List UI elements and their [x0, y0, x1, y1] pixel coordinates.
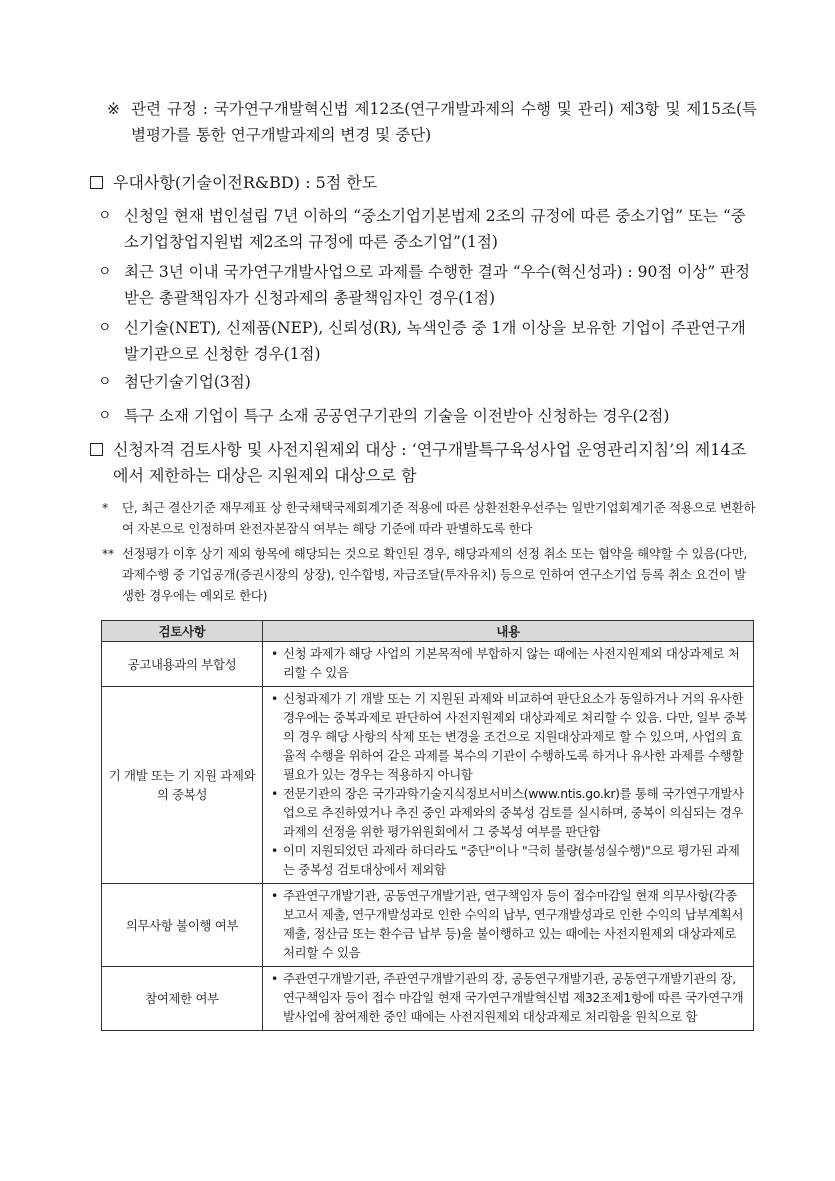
preference-item: ㅇ 특구 소재 기업이 특구 소재 공공연구기관의 기술을 이전받아 신청하는 경우(2점)	[98, 403, 758, 429]
eligibility-heading: 신청자격 검토사항 및 사전지원제외 대상 : ‘연구개발특구육성사업 운영관리지침’의 제14조에서 제한하는 대상은 지원제외 대상으로 함	[113, 440, 747, 485]
checkbox-square-icon	[90, 443, 103, 456]
content-bullet: • 주관연구개발기관, 공동연구개발기관, 연구책임자 등이 접수마감일 현재 의무사항(각종 보고서 제출, 연구개발성과로 인한 수익의 납부, 연구개발성과로 인한 수익의 납부계획서 제출, 정산금 또는 환수금 납부 등)을 불이행하고 있는 때에는 사전지원제외 대상과제로 처리할 수 있음	[271, 888, 744, 960]
review-table	[101, 620, 754, 1031]
dot-bullet-icon: •	[271, 843, 279, 858]
header-review-item: 검토사항	[102, 621, 263, 642]
content-bullet: • 이미 지원되었던 과제라 하더라도 "중단"이나 "극히 불량(불성실수행)"으로 평가된 과제는 중복성 검토대상에서 제외함	[271, 843, 740, 877]
table-row	[102, 884, 754, 967]
eligibility-heading-row	[90, 437, 753, 489]
row-item: 참여제한 여부	[102, 967, 263, 1031]
preference-heading-row	[90, 170, 753, 196]
circle-bullet-icon: ㅇ	[98, 374, 112, 390]
eligibility-note: * 단, 최근 결산기준 재무제표 상 한국채택국제회계기준 적용에 따른 상환전환우선주는 일반기업회계기준 적용으로 변환하여 자본으로 인정하며 완전자본잠식 여부는 해당 기준에 따라 판별하도록 한다	[102, 500, 756, 536]
preference-item: ㅇ 신청일 현재 법인설립 7년 이하의 “중소기업기본법제 2조의 규정에 따른 중소기업” 또는 “중소기업창업지원법 제2조의 규정에 따른 중소기업”(1점)	[98, 203, 758, 255]
reference-mark: ※	[107, 100, 120, 118]
circle-bullet-icon: ㅇ	[98, 320, 112, 336]
circle-bullet-icon: ㅇ	[98, 264, 112, 280]
table-header-row	[102, 621, 754, 642]
dot-bullet-icon: •	[271, 971, 279, 986]
table-row	[102, 642, 754, 687]
table-row	[102, 687, 754, 884]
row-content	[263, 884, 754, 967]
dot-bullet-icon: •	[271, 888, 279, 903]
row-content	[263, 967, 754, 1031]
header-content: 내용	[263, 621, 754, 642]
preference-item: ㅇ 신기술(NET), 신제품(NEP), 신뢰성(R), 녹색인증 중 1개 이상을 보유한 기업이 주관연구개발기관으로 신청한 경우(1점)	[98, 315, 758, 367]
circle-bullet-icon: ㅇ	[98, 208, 112, 224]
preference-item: ㅇ 첨단기술기업(3점)	[98, 369, 758, 395]
reference-note	[107, 96, 757, 148]
row-item: 공고내용과의 부합성	[102, 642, 263, 687]
content-bullet: • 신청과제가 기 개발 또는 기 지원된 과제와 비교하여 판단요소가 동일하거나 거의 유사한 경우에는 중복과제로 판단하여 사전지원제외 대상과제로 처리할 수 있음. 다만, 일부 중복의 경우 해당 사항의 삭제 또는 변경을 조건으로 지원대상과제로 할 수 있으며, 사업의 효율적 수행을 위하여 같은 과제를 복수의 기관이 수행하도록 하거나 유사한 과제를 수행할 필요가 있는 경우는 적용하지 아니함	[271, 691, 747, 782]
circle-bullet-icon: ㅇ	[98, 408, 112, 424]
row-content	[263, 687, 754, 884]
dot-bullet-icon: •	[271, 786, 279, 801]
row-content	[263, 642, 754, 687]
content-bullet: • 전문기관의 장은 국가과학기술지식정보서비스(www.ntis.go.kr)를 통해 국가연구개발사업으로 추진하였거나 추진 중인 과제와의 중복성 검토를 실시하며, 중복이 의심되는 경우 과제의 선정을 위한 평가위원회에서 그 중복성 여부를 판단함	[271, 786, 744, 839]
content-bullet: • 신청 과제가 해당 사업의 기본목적에 부합하지 않는 때에는 사전지원제외 대상과제로 처리할 수 있음	[271, 646, 740, 680]
eligibility-note: ** 선정평가 이후 상기 제외 항목에 해당되는 것으로 확인된 경우, 해당과제의 선정 취소 또는 협약을 해약할 수 있음(다만, 과제수행 중 기업공개(증권시장의 상장), 인수합병, 자금조달(투자유치) 등으로 인하여 연구소기업 등록 취소 요건이 발생한 경우에는 예외로 한다)	[102, 546, 748, 603]
reference-text: 관련 규정 : 국가연구개발혁신법 제12조(연구개발과제의 수행 및 관리) 제3항 및 제15조(특별평가를 통한 연구개발과제의 변경 및 중단)	[131, 100, 757, 144]
dot-bullet-icon: •	[271, 691, 279, 706]
content-bullet: • 주관연구개발기관, 주관연구개발기관의 장, 공동연구개발기관, 공동연구개발기관의 장, 연구책임자 등이 접수 마감일 현재 국가연구개발혁신법 제32조제1항에 따른 국가연구개발사업에 참여제한 중인 때에는 사전지원제외 대상과제로 처리함을 원칙으로 함	[271, 971, 744, 1024]
table-row	[102, 967, 754, 1031]
preference-item: ㅇ 최근 3년 이내 국가연구개발사업으로 과제를 수행한 결과 “우수(혁신성과) : 90점 이상” 판정 받은 총괄책임자가 신청과제의 총괄책임자인 경우(1점)	[98, 259, 758, 311]
checkbox-square-icon	[90, 176, 103, 189]
row-item: 의무사항 불이행 여부	[102, 884, 263, 967]
preference-heading: 우대사항(기술이전R&BD) : 5점 한도	[113, 173, 378, 192]
row-item: 기 개발 또는 기 지원 과제와의 중복성	[102, 687, 263, 884]
dot-bullet-icon: •	[271, 646, 279, 661]
